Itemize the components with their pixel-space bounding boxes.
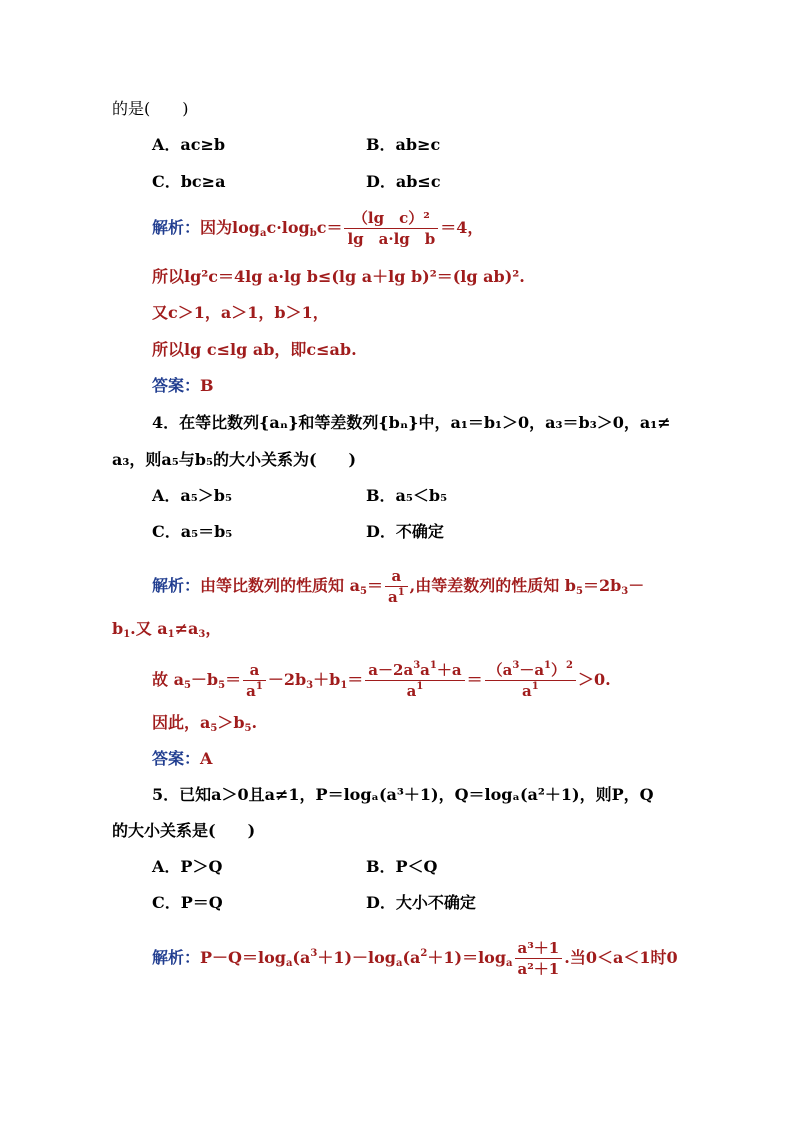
q4-fraction-4: $\frac{(a^3-a^1)^2}{a^1}$ — [485, 660, 576, 701]
analysis-label: 解析： — [152, 576, 201, 595]
q4-fraction-1: $\frac{a}{a^1}$ — [385, 566, 408, 607]
q3-option-d: D．ab≤c — [366, 172, 441, 191]
q4-stem-line-2: a₃，则a₅与b₅的大小关系为( ) — [112, 450, 357, 469]
q4-fraction-3: $\frac{a-2a^3a^1+a}{a^1}$ — [365, 660, 464, 701]
q3-fraction: $\frac{\text{（lg c）²}}{\text{lg a·lg b}}$ — [344, 208, 438, 249]
q3-analysis-line-3: 又c＞1，a＞1，b＞1， — [152, 303, 329, 322]
q4-option-d: D．不确定 — [366, 522, 444, 541]
q3-analysis-line-4: 所以lg c≤lg ab，即c≤ab. — [152, 340, 357, 359]
q4-analysis-line-3: 故 $a_5-b_5=$ $\frac{a}{a^1}$ $-2b_3+b_1=$ $\frac{a-2a^3a^1+a}{a^1}$ ＝ $\frac{(a^3-a^1)^2}{a^1}$ ＞0. — [152, 660, 611, 700]
q3-analysis-line-1: 解析：因为$\log_ac\cdot\log_bc=$ $\frac{\text{（lg c）²}}{\text{lg a·lg b}}$ ＝4， — [152, 209, 484, 248]
answer-label: 答案： — [152, 376, 201, 395]
analysis-label: 解析： — [152, 218, 201, 237]
q5-option-b: B．P＜Q — [366, 857, 438, 876]
q5-stem-line-1: 5．已知a＞0且a≠1，P＝logₐ(a³＋1)，Q＝logₐ(a²＋1)，则P，Q — [152, 785, 654, 804]
q5-stem-line-2: 的大小关系是( ) — [112, 821, 256, 840]
q3-option-a: A．ac≥b — [152, 135, 226, 154]
q4-analysis-line-2: $b_1$.又 $a_1\ne a_3$， — [112, 619, 222, 640]
q5-option-c: C．P＝Q — [152, 893, 223, 912]
q3-option-b: B．ab≥c — [366, 135, 441, 154]
q4-option-a: A．a₅＞b₅ — [152, 486, 232, 505]
q4-fraction-2: $\frac{a}{a^1}$ — [243, 660, 266, 701]
question-stem-continuation: 的是( ) — [112, 99, 189, 118]
q4-option-c: C．a₅＝b₅ — [152, 522, 233, 541]
q4-stem-line-1: 4．在等比数列{aₙ}和等差数列{bₙ}中，a₁＝b₁＞0，a₃＝b₃＞0，a₁≠ — [152, 413, 671, 432]
q5-option-a: A．P＞Q — [152, 857, 223, 876]
analysis-label: 解析： — [152, 948, 201, 967]
q3-analysis-line-2: 所以lg²c＝4lg a·lg b≤(lg a＋lg b)²＝(lg ab)². — [152, 267, 525, 286]
q5-fraction: $\frac{\text{a³＋1}}{\text{a²＋1}}$ — [515, 938, 563, 979]
q4-option-b: B．a₅＜b₅ — [366, 486, 448, 505]
q3-answer: 答案：B — [152, 376, 214, 395]
q5-analysis-line-1: 解析：$P-Q=\log_a(a^3+1)-\log_a(a^2+1)=\log_a$ $\frac{\text{a³＋1}}{\text{a²＋1}}$ .当0＜a＜1时0 — [152, 939, 678, 978]
answer-label: 答案： — [152, 749, 201, 768]
q4-analysis-line-4: 因此，$a_5>b_5$. — [152, 713, 258, 734]
q3-option-c: C．bc≥a — [152, 172, 226, 191]
q4-answer: 答案：A — [152, 749, 213, 768]
q4-analysis-line-1: 解析：由等比数列的性质知 $a_5=$ $\frac{a}{a^1}$ ,由等差数列的性质知 $b_5=2b_3-$ — [152, 567, 645, 606]
q5-option-d: D．大小不确定 — [366, 893, 476, 912]
